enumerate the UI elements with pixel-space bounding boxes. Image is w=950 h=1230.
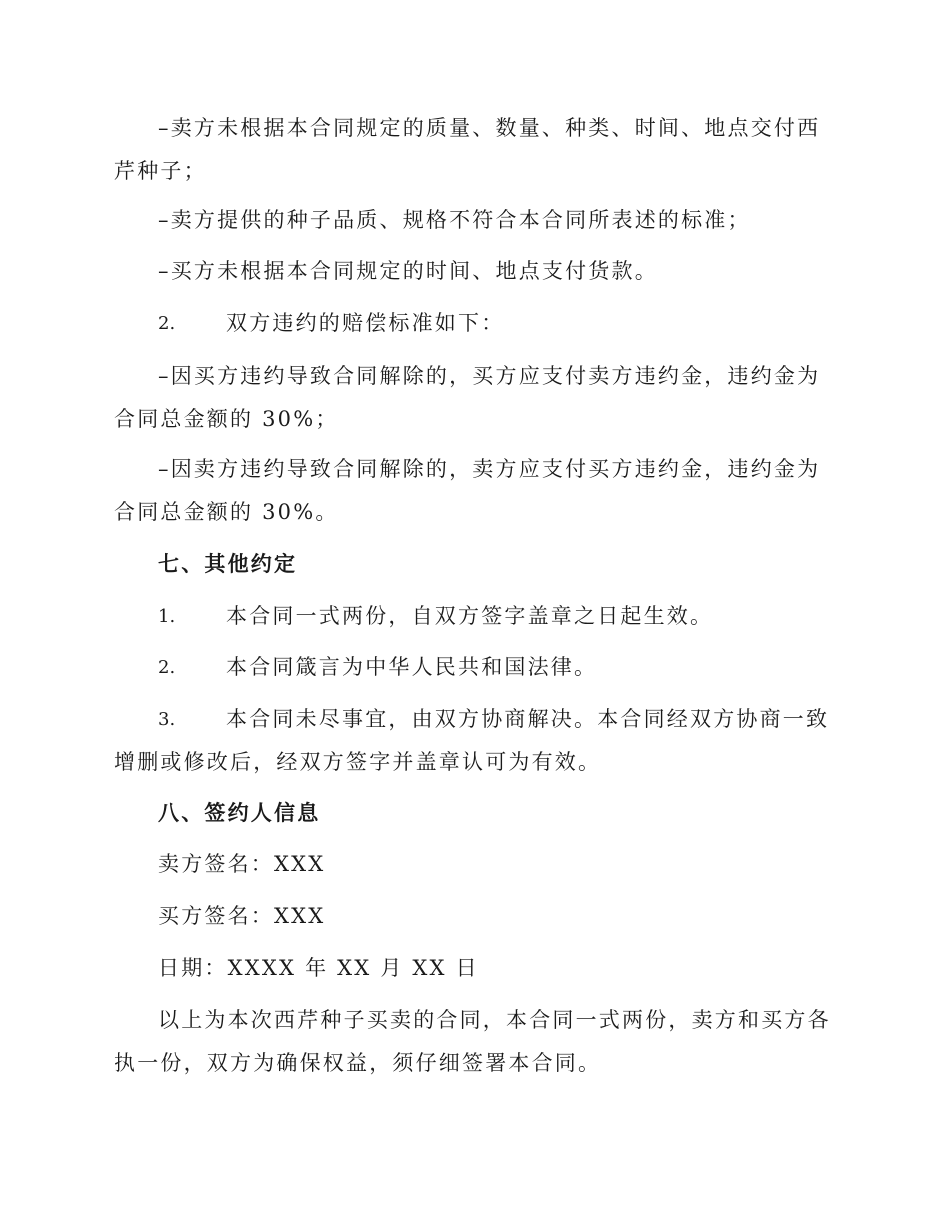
closing-paragraph: 以上为本次西芹种子买卖的合同，本合同一式两份，卖方和买方各执一份，双方为确保权益，须仔细签署本合同。: [114, 1008, 831, 1075]
item-number: 1.: [158, 606, 176, 627]
breach-item-1: –卖方未根据本合同规定的质量、数量、种类、时间、地点交付西芹种子；: [114, 116, 821, 183]
item-text: 本合同未尽事宜，由双方协商解决。本合同经双方协商一致增删或修改后，经双方签字并盖章认可为有效。: [114, 707, 830, 774]
compensation-item-1: –因买方违约导致合同解除的，买方应支付卖方违约金，违约金为合同总金额的 30%；: [114, 364, 821, 431]
section-heading: 七、其他约定: [158, 551, 298, 576]
sign-date: 日期：XXXX 年 XX 月 XX 日: [158, 956, 479, 980]
breach-item-3: –买方未根据本合同规定的时间、地点支付货款。: [158, 259, 658, 283]
buyer-signature: 买方签名：XXX: [158, 904, 326, 928]
seller-signature: 卖方签名：XXX: [158, 852, 326, 876]
section-heading: 八、签约人信息: [158, 800, 321, 825]
item-number: 2.: [158, 657, 176, 678]
item-text: 本合同一式两份，自双方签字盖章之日起生效。: [226, 604, 714, 628]
breach-item-2: –卖方提供的种子品质、规格不符合本合同所表述的标准；: [158, 208, 751, 232]
item-text: 双方违约的赔偿标准如下：: [226, 311, 505, 335]
item-text: 本合同箴言为中华人民共和国法律。: [226, 655, 598, 679]
compensation-item-2: –因卖方违约导致合同解除的，卖方应支付买方违约金，违约金为合同总金额的 30%。: [114, 457, 821, 524]
item-number: 3.: [158, 709, 176, 730]
item-number: 2.: [158, 313, 176, 334]
